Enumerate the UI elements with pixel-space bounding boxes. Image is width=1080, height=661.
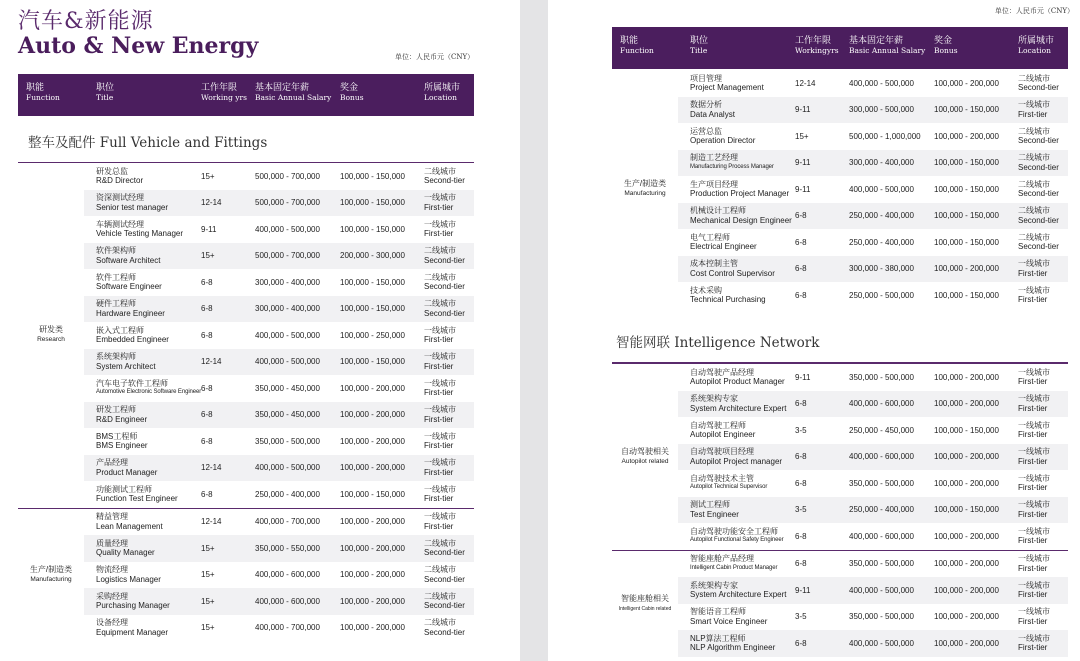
location: 一线城市 First-tier <box>424 458 456 477</box>
location: 一线城市 First-tier <box>424 431 456 451</box>
table-row <box>84 615 474 642</box>
table-row <box>84 402 474 429</box>
location: 一线城市 First-tier <box>1018 259 1050 278</box>
base-salary: 350,000 - 550,000 <box>255 543 320 553</box>
location: 二线城市 Second-tier <box>1018 73 1059 93</box>
base-salary: 300,000 - 400,000 <box>849 158 914 167</box>
location: 一线城市 First-tier <box>1018 420 1050 440</box>
location: 一线城市 First-tier <box>424 484 456 504</box>
function-group <box>18 162 474 507</box>
base-salary: 400,000 - 600,000 <box>849 399 914 408</box>
location: 一线城市 First-tier <box>1018 447 1050 466</box>
header-years: 工作年限 Workingyrs <box>795 36 839 55</box>
bonus: 100,000 - 250,000 <box>340 330 405 340</box>
working-years: 6-8 <box>201 304 213 313</box>
base-salary: 250,000 - 400,000 <box>849 211 914 220</box>
job-title: 系统架构专家 System Architecture Expert <box>690 580 787 600</box>
working-years: 15+ <box>201 251 215 260</box>
location: 二线城市 Second-tier <box>424 246 465 265</box>
table-row <box>678 630 1068 657</box>
table-row <box>678 523 1068 550</box>
header-bonus: 奖金 Bonus <box>340 83 364 102</box>
table-row <box>678 97 1068 124</box>
location: 二线城市 Second-tier <box>1018 232 1059 252</box>
function-label: 生产/制造类 Manufacturing <box>623 179 667 198</box>
location: 二线城市 Second-tier <box>424 591 465 611</box>
base-salary: 300,000 - 400,000 <box>255 304 320 313</box>
location: 二线城市 Second-tier <box>424 618 465 637</box>
job-title: 采购经理 Purchasing Manager <box>96 591 170 611</box>
bonus: 100,000 - 200,000 <box>934 78 999 88</box>
table-row <box>678 417 1068 444</box>
base-salary: 250,000 - 400,000 <box>255 489 320 499</box>
table-row <box>678 282 1068 309</box>
working-years: 12-14 <box>201 463 222 472</box>
bonus: 100,000 - 200,000 <box>934 559 999 568</box>
working-years: 12-14 <box>201 198 222 207</box>
base-salary: 300,000 - 500,000 <box>849 105 914 114</box>
working-years: 6-8 <box>795 264 807 273</box>
page-left <box>0 0 520 661</box>
base-salary: 400,000 - 500,000 <box>255 224 320 234</box>
location: 一线城市 First-tier <box>1018 285 1050 305</box>
table-row <box>84 455 474 482</box>
working-years: 9-11 <box>795 158 811 167</box>
header-title: 职位 Title <box>690 36 709 55</box>
bonus: 200,000 - 300,000 <box>340 251 405 260</box>
location: 一线城市 First-tier <box>1018 500 1050 519</box>
table-header <box>18 74 474 116</box>
job-title: 研发总监 R&D Director <box>96 166 144 186</box>
bonus: 100,000 - 200,000 <box>934 531 999 541</box>
job-title: 研发工程师 R&D Engineer <box>96 405 148 424</box>
bonus: 100,000 - 200,000 <box>934 372 999 382</box>
job-title: 汽车电子软件工程师 Automotive Electronic Software Engineer <box>96 378 202 396</box>
job-title: 智能语音工程师 Smart Voice Engineer <box>690 607 768 626</box>
working-years: 6-8 <box>795 290 807 300</box>
header-location: 所属城市 Location <box>1018 36 1055 55</box>
working-years: 15+ <box>201 543 215 553</box>
working-years: 6-8 <box>201 330 213 340</box>
table-row <box>84 375 474 402</box>
table-row <box>678 551 1068 578</box>
working-years: 9-11 <box>201 224 217 234</box>
header-salary: 基本固定年薪 Basic Annual Salary <box>849 36 926 55</box>
job-title: 机械设计工程师 Mechanical Design Engineer <box>690 206 792 225</box>
base-salary: 400,000 - 500,000 <box>849 78 914 88</box>
location: 一线城市 First-tier <box>1018 554 1050 573</box>
table-row <box>678 497 1068 524</box>
location: 二线城市 Second-tier <box>424 565 465 584</box>
header-bonus: 奖金 Bonus <box>934 36 958 55</box>
working-years: 9-11 <box>795 372 811 382</box>
bonus: 100,000 - 150,000 <box>934 425 999 435</box>
job-title: 产品经理 Product Manager <box>96 458 158 477</box>
job-title: 功能测试工程师 Function Test Engineer <box>96 484 178 504</box>
base-salary: 350,000 - 500,000 <box>849 559 914 568</box>
location: 一线城市 First-tier <box>1018 607 1050 626</box>
base-salary: 350,000 - 450,000 <box>255 383 320 393</box>
bonus: 100,000 - 200,000 <box>934 452 999 461</box>
table-row <box>84 269 474 296</box>
bonus: 100,000 - 200,000 <box>934 264 999 273</box>
base-salary: 350,000 - 500,000 <box>255 436 320 446</box>
base-salary: 400,000 - 500,000 <box>255 357 320 366</box>
bonus: 100,000 - 150,000 <box>934 237 999 247</box>
bonus: 100,000 - 200,000 <box>340 543 405 553</box>
page-right <box>548 0 1080 661</box>
base-salary: 350,000 - 500,000 <box>849 478 914 488</box>
job-title: 自动驾驶工程师 Autopilot Engineer <box>690 420 756 440</box>
working-years: 9-11 <box>795 585 811 595</box>
base-salary: 500,000 - 700,000 <box>255 171 320 181</box>
table-row <box>84 190 474 217</box>
base-salary: 350,000 - 500,000 <box>849 372 914 382</box>
function-label: 生产/制造类 Manufacturing <box>29 564 73 583</box>
table-row <box>84 481 474 508</box>
table-row <box>678 150 1068 177</box>
header-function: 职能 Function <box>620 36 654 55</box>
base-salary: 400,000 - 500,000 <box>849 638 914 648</box>
job-title: 生产项目经理 Production Project Manager <box>690 179 790 199</box>
bonus: 100,000 - 150,000 <box>934 211 999 220</box>
header-salary: 基本固定年薪 Basic Annual Salary <box>255 83 332 102</box>
bonus: 100,000 - 150,000 <box>934 505 999 514</box>
table-row <box>84 588 474 615</box>
bonus: 100,000 - 200,000 <box>934 612 999 621</box>
working-years: 6-8 <box>795 531 807 541</box>
job-title: NLP算法工程师 NLP Algorithm Engineer <box>690 633 776 653</box>
location: 一线城市 First-tier <box>1018 580 1050 600</box>
job-title: 自动驾驶项目经理 Autopilot Project manager <box>690 447 783 466</box>
bonus: 100,000 - 150,000 <box>340 304 405 313</box>
function-label: 自动驾驶相关 Autopilot related <box>621 446 669 465</box>
job-title: 智能座舱产品经理 Intelligent Cabin Product Manager <box>690 554 778 571</box>
job-title: 系统架构师 System Architect <box>96 352 156 371</box>
table-row <box>84 535 474 562</box>
base-salary: 400,000 - 600,000 <box>255 570 320 579</box>
location: 一线城市 First-tier <box>424 219 456 239</box>
base-salary: 300,000 - 400,000 <box>255 277 320 287</box>
working-years: 6-8 <box>201 277 213 287</box>
base-salary: 250,000 - 500,000 <box>849 290 914 300</box>
job-title: 自动驾驶产品经理 Autopilot Product Manager <box>690 367 785 387</box>
working-years: 6-8 <box>201 410 213 419</box>
location: 一线城市 First-tier <box>424 405 456 424</box>
base-salary: 400,000 - 500,000 <box>255 463 320 472</box>
base-salary: 300,000 - 380,000 <box>849 264 914 273</box>
location: 一线城市 First-tier <box>1018 526 1050 546</box>
base-salary: 250,000 - 450,000 <box>849 425 914 435</box>
job-title: 精益管理 Lean Management <box>96 512 163 531</box>
job-title: 运营总监 Operation Director <box>690 126 756 146</box>
location: 二线城市 Second-tier <box>424 166 465 186</box>
bonus: 100,000 - 200,000 <box>934 131 999 141</box>
job-title: 自动驾驶功能安全工程师 Autopilot Functional Safety Engineer <box>690 526 784 544</box>
base-salary: 400,000 - 500,000 <box>849 184 914 194</box>
section-title: 整车及配件 Full Vehicle and Fittings <box>28 135 268 151</box>
location: 二线城市 Second-tier <box>1018 206 1059 225</box>
bonus: 100,000 - 150,000 <box>340 171 405 181</box>
table-row <box>84 509 474 536</box>
base-salary: 350,000 - 500,000 <box>849 612 914 621</box>
working-years: 15+ <box>201 171 215 181</box>
base-salary: 400,000 - 500,000 <box>255 330 320 340</box>
bonus: 100,000 - 150,000 <box>934 105 999 114</box>
location: 二线城市 Second-tier <box>424 299 465 318</box>
base-salary: 400,000 - 600,000 <box>849 452 914 461</box>
job-title: 软件架构师 Software Architect <box>96 246 161 265</box>
job-title: 嵌入式工程师 Embedded Engineer <box>96 325 169 345</box>
location: 一线城市 First-tier <box>424 378 456 398</box>
location: 二线城市 Second-tier <box>1018 153 1059 172</box>
function-group <box>612 550 1068 656</box>
bonus: 100,000 - 150,000 <box>340 357 405 366</box>
working-years: 3-5 <box>795 505 807 514</box>
job-title: BMS工程师 BMS Engineer <box>96 431 148 451</box>
header-location: 所属城市 Location <box>424 83 461 102</box>
job-title: 项目管理 Project Management <box>690 73 764 93</box>
table-row <box>678 256 1068 283</box>
bonus: 100,000 - 150,000 <box>934 158 999 167</box>
working-years: 6-8 <box>795 478 807 488</box>
working-years: 12-14 <box>201 517 222 526</box>
table-row <box>678 123 1068 150</box>
base-salary: 400,000 - 700,000 <box>255 517 320 526</box>
bonus: 100,000 - 200,000 <box>340 410 405 419</box>
page-title-zh: 汽车&新能源 <box>18 9 154 34</box>
base-salary: 500,000 - 700,000 <box>255 198 320 207</box>
header-function: 职能 Function <box>26 83 60 102</box>
base-salary: 350,000 - 450,000 <box>255 410 320 419</box>
table-row <box>84 216 474 243</box>
table-header <box>612 27 1068 69</box>
currency-unit: 单位：人民币元（CNY） <box>395 53 475 61</box>
bonus: 100,000 - 200,000 <box>340 436 405 446</box>
header-title: 职位 Title <box>96 83 115 102</box>
job-title: 测试工程师 Test Engineer <box>690 500 739 519</box>
location: 一线城市 First-tier <box>424 352 456 371</box>
bonus: 100,000 - 150,000 <box>934 290 999 300</box>
working-years: 15+ <box>201 570 215 579</box>
location: 一线城市 First-tier <box>424 193 456 212</box>
job-title: 质量经理 Quality Manager <box>96 538 155 558</box>
working-years: 15+ <box>201 623 215 632</box>
table-row <box>678 577 1068 604</box>
table-row <box>678 444 1068 471</box>
base-salary: 500,000 - 1,000,000 <box>849 131 921 141</box>
job-title: 资深测试经理 Senior test manager <box>96 193 169 212</box>
function-group <box>612 70 1068 309</box>
working-years: 6-8 <box>795 237 807 247</box>
location: 一线城市 First-tier <box>1018 633 1050 653</box>
function-group <box>612 363 1068 549</box>
table-row <box>678 391 1068 418</box>
location: 一线城市 First-tier <box>1018 394 1050 413</box>
bonus: 100,000 - 150,000 <box>340 489 405 499</box>
table-row <box>84 322 474 349</box>
working-years: 3-5 <box>795 612 807 621</box>
table-row <box>84 428 474 455</box>
page-title-en: Auto & New Energy <box>18 33 259 59</box>
working-years: 15+ <box>795 131 809 141</box>
location: 一线城市 First-tier <box>1018 367 1050 387</box>
base-salary: 400,000 - 600,000 <box>255 596 320 606</box>
job-title: 设备经理 Equipment Manager <box>96 618 169 637</box>
section-title: 智能网联 Intelligence Network <box>616 335 820 351</box>
table-row <box>678 364 1068 391</box>
bonus: 100,000 - 200,000 <box>340 570 405 579</box>
bonus: 100,000 - 200,000 <box>934 638 999 648</box>
header-years: 工作年限 Working yrs <box>201 83 247 102</box>
bonus: 100,000 - 150,000 <box>340 198 405 207</box>
bonus: 100,000 - 200,000 <box>340 463 405 472</box>
working-years: 12-14 <box>795 78 816 88</box>
location: 二线城市 Second-tier <box>1018 126 1059 146</box>
bonus: 100,000 - 200,000 <box>340 596 405 606</box>
bonus: 100,000 - 200,000 <box>934 399 999 408</box>
location: 一线城市 First-tier <box>1018 473 1050 493</box>
working-years: 6-8 <box>795 638 807 648</box>
location: 二线城市 Second-tier <box>424 538 465 558</box>
location: 二线城市 Second-tier <box>1018 179 1059 199</box>
location: 一线城市 First-tier <box>424 512 456 531</box>
working-years: 6-8 <box>201 489 213 499</box>
base-salary: 500,000 - 700,000 <box>255 251 320 260</box>
working-years: 6-8 <box>795 559 807 568</box>
job-title: 成本控制主管 Cost Control Supervisor <box>690 259 775 278</box>
table-row <box>678 203 1068 230</box>
job-title: 物流经理 Logistics Manager <box>96 565 161 584</box>
table-row <box>678 604 1068 631</box>
working-years: 6-8 <box>795 399 807 408</box>
working-years: 12-14 <box>201 357 222 366</box>
working-years: 6-8 <box>795 211 807 220</box>
working-years: 3-5 <box>795 425 807 435</box>
bonus: 100,000 - 200,000 <box>340 623 405 632</box>
job-title: 自动驾驶技术主管 Autopilot Technical Supervisor <box>690 473 768 491</box>
working-years: 6-8 <box>201 436 213 446</box>
currency-unit: 单位：人民币元（CNY） <box>994 7 1074 15</box>
function-group <box>18 508 474 641</box>
working-years: 9-11 <box>795 184 811 194</box>
job-title: 制造工艺经理 Manufacturing Process Manager <box>690 153 774 170</box>
table-row <box>678 176 1068 203</box>
working-years: 6-8 <box>795 452 807 461</box>
table-row <box>84 163 474 190</box>
table-row <box>84 562 474 589</box>
function-label: 智能座舱相关 Intelligent Cabin related <box>618 593 672 612</box>
working-years: 15+ <box>201 596 215 606</box>
job-title: 电气工程师 Electrical Engineer <box>690 232 757 252</box>
job-title: 数据分析 Data Analyst <box>690 100 735 119</box>
job-title: 软件工程师 Software Engineer <box>96 272 162 292</box>
table-row <box>84 349 474 376</box>
bonus: 100,000 - 150,000 <box>934 184 999 194</box>
bonus: 100,000 - 150,000 <box>340 277 405 287</box>
table-row <box>678 229 1068 256</box>
bonus: 100,000 - 150,000 <box>340 224 405 234</box>
base-salary: 400,000 - 500,000 <box>849 585 914 595</box>
table-row <box>678 70 1068 97</box>
table-row <box>678 470 1068 497</box>
location: 一线城市 First-tier <box>1018 100 1050 119</box>
base-salary: 400,000 - 600,000 <box>849 531 914 541</box>
bonus: 100,000 - 200,000 <box>340 517 405 526</box>
job-title: 硬件工程师 Hardware Engineer <box>96 299 165 318</box>
base-salary: 250,000 - 400,000 <box>849 237 914 247</box>
bonus: 100,000 - 200,000 <box>934 478 999 488</box>
location: 一线城市 First-tier <box>424 325 456 345</box>
function-label: 研发类 Research <box>37 325 65 344</box>
job-title: 技术采购 Technical Purchasing <box>690 285 766 305</box>
bonus: 100,000 - 200,000 <box>340 383 405 393</box>
job-title: 系统架构专家 System Architecture Expert <box>690 394 787 413</box>
working-years: 9-11 <box>795 105 811 114</box>
table-row <box>84 243 474 270</box>
table-row <box>84 296 474 323</box>
location: 二线城市 Second-tier <box>424 272 465 292</box>
working-years: 6-8 <box>201 383 213 393</box>
job-title: 车辆测试经理 Vehicle Testing Manager <box>96 219 184 239</box>
base-salary: 400,000 - 700,000 <box>255 623 320 632</box>
base-salary: 250,000 - 400,000 <box>849 505 914 514</box>
bonus: 100,000 - 200,000 <box>934 585 999 595</box>
